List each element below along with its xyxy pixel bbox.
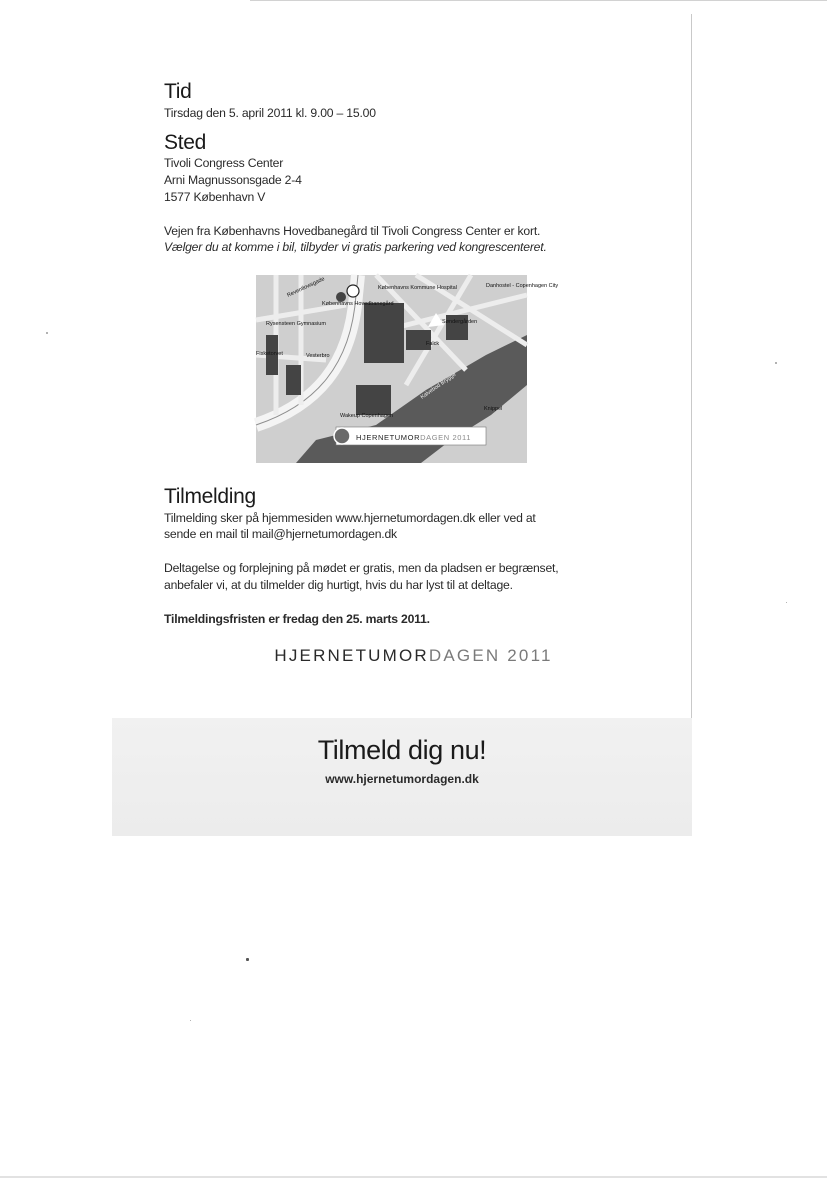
scan-edge-top <box>250 0 827 1</box>
sted-line-3: 1577 København V <box>164 190 266 204</box>
map-label: Københavns Kommune Hospital <box>378 285 457 291</box>
sted-line-2: Arni Magnussonsgade 2-4 <box>164 173 302 187</box>
station-icon <box>347 285 359 297</box>
tilmelding-heading: Tilmelding <box>164 485 256 508</box>
directions-line-1: Vejen fra Københavns Hovedbanegård til Tivoli Congress Center er kort. <box>164 224 541 238</box>
tilmelding-p1-line-2: sende en mail til mail@hjernetumordagen.dk <box>164 527 397 541</box>
map-label: Københavns Hovedbanegård <box>322 301 394 307</box>
tid-heading: Tid <box>164 80 192 103</box>
registration-deadline: Tilmeldingsfristen er fredag den 25. marts 2011. <box>164 612 430 626</box>
map-label: Fisketorvet <box>256 351 283 357</box>
scan-speck <box>46 332 48 334</box>
map-label: Knippel <box>484 406 503 412</box>
tilmelding-p2-line-1: Deltagelse og forplejning på mødet er gratis, men da pladsen er begrænset, <box>164 561 559 575</box>
map-label: Danhostel - Copenhagen City <box>486 283 559 289</box>
scan-speck <box>246 958 249 961</box>
map-label: Falck <box>426 341 440 347</box>
tilmelding-p2-line-2: anbefaler vi, at du tilmelder dig hurtigt, hvis du har lyst til at deltage. <box>164 578 513 592</box>
sted-line-1: Tivoli Congress Center <box>164 156 284 170</box>
map-marker-label: HJERNETUMORDAGEN 2011 <box>356 433 471 442</box>
map-label: Reventlowsgade <box>286 276 326 299</box>
location-map <box>256 275 559 463</box>
tilmelding-p1-line-1: Tilmelding sker på hjemmesiden www.hjernetumordagen.dk eller ved at <box>164 511 536 525</box>
map-label: Søndergården <box>442 319 478 325</box>
scan-edge-right <box>691 14 692 834</box>
map-location-pin-icon <box>334 428 350 444</box>
scan-speck <box>775 362 777 364</box>
cta-title: Tilmeld dig nu! <box>317 735 487 765</box>
cta-url: www.hjernetumordagen.dk <box>325 772 479 786</box>
map-label: Wakeup Copenhagen <box>340 413 394 419</box>
map-label: Kalvebod Brygge <box>419 371 458 401</box>
map-label: Vesterbro <box>306 353 330 359</box>
map-label: Rysensteen Gymnasium <box>266 321 326 327</box>
scan-speck <box>786 602 787 603</box>
scan-speck <box>190 1020 191 1021</box>
event-banner-title <box>0 646 827 666</box>
banner-title-dark: HJERNETUMOR <box>274 646 429 665</box>
tid-line: Tirsdag den 5. april 2011 kl. 9.00 – 15.00 <box>164 106 376 120</box>
sted-heading: Sted <box>164 131 206 154</box>
directions-line-2: Vælger du at komme i bil, tilbyder vi gratis parkering ved kongrescenteret. <box>164 240 547 254</box>
scan-edge-bottom <box>0 1176 827 1178</box>
banner-title-light: DAGEN 2011 <box>428 646 553 665</box>
